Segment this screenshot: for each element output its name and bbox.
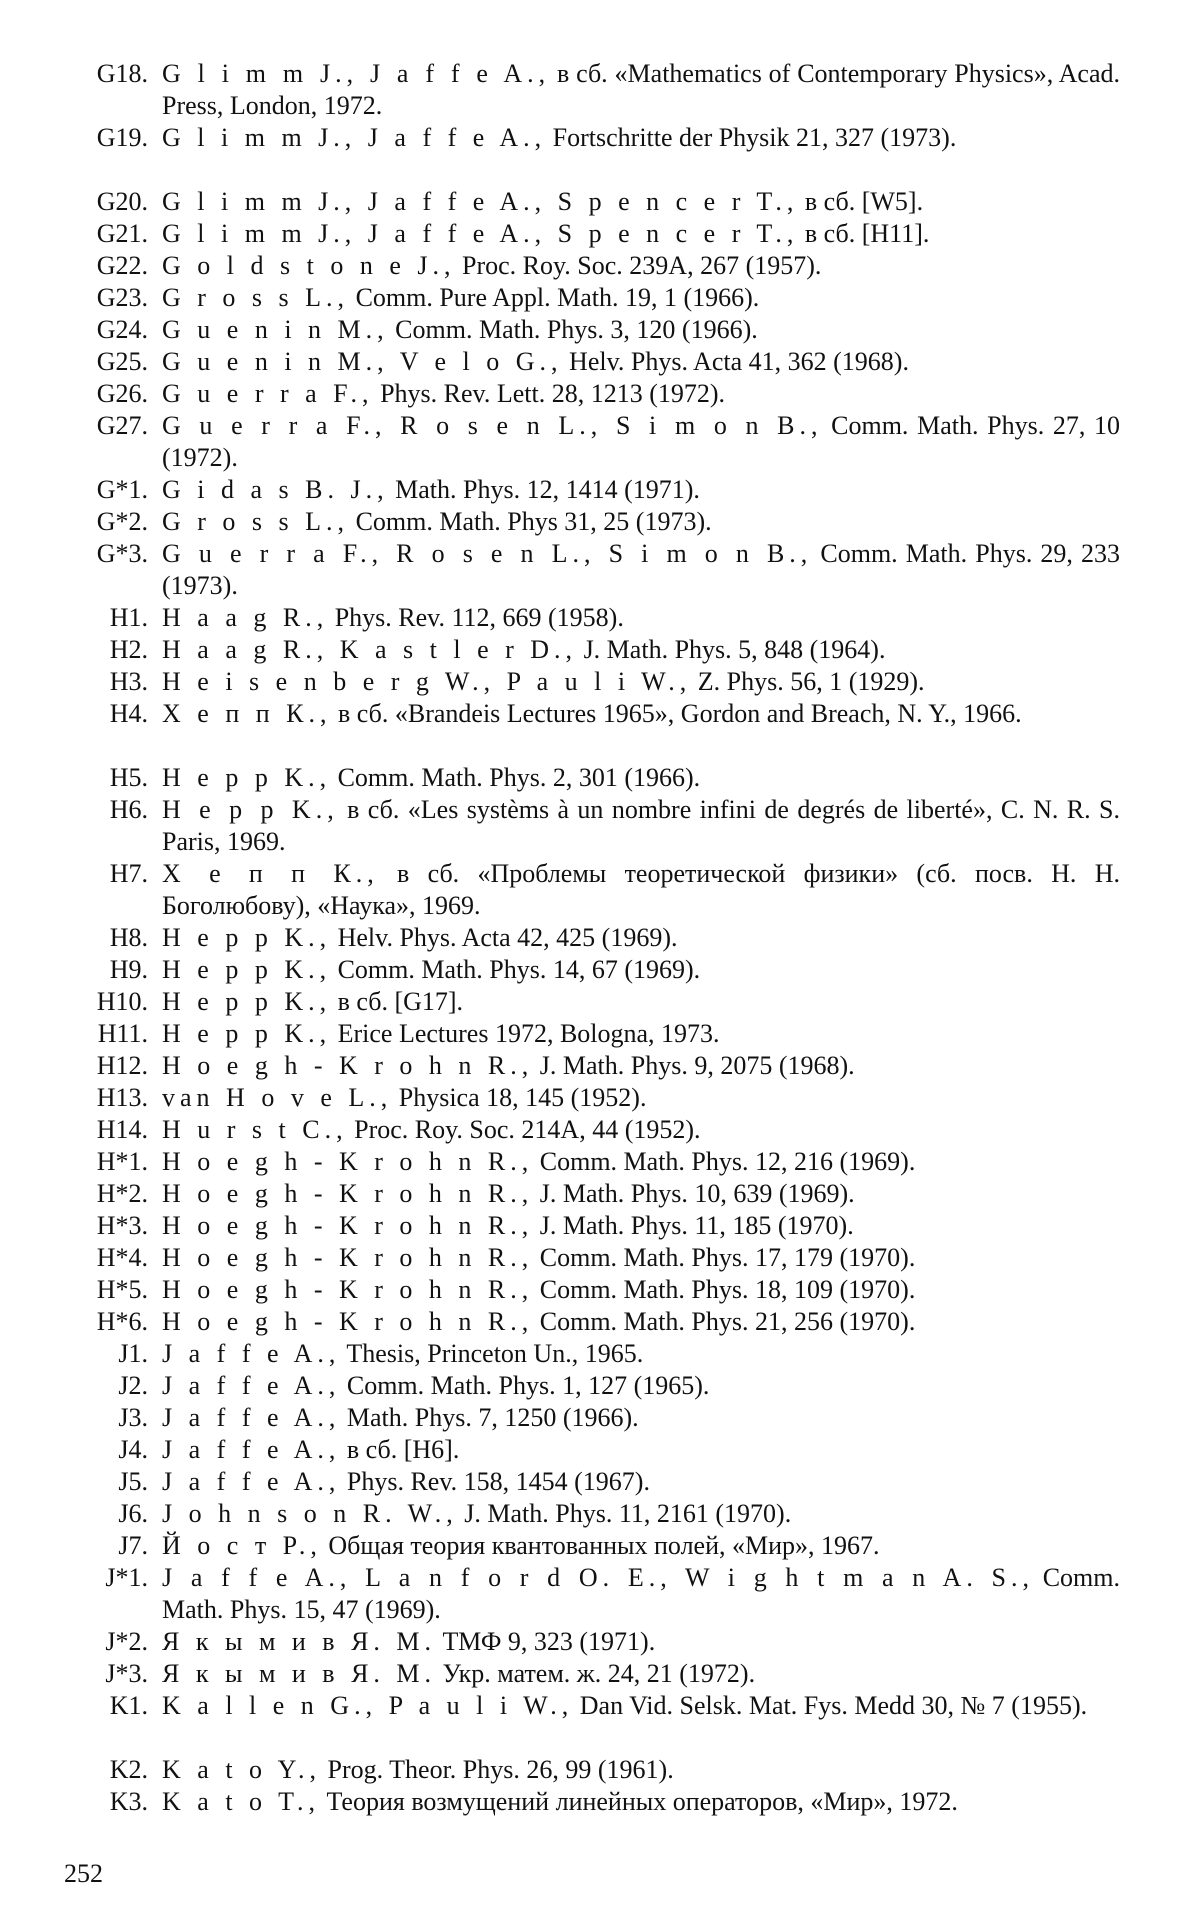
- reference-key: K2.: [109, 1755, 148, 1784]
- reference-entry: [60, 1754, 1120, 1786]
- reference-text: [162, 1786, 1120, 1818]
- reference-citation: в сб. [H11].: [798, 219, 930, 248]
- reference-author: van H o v e L.,: [162, 1083, 393, 1112]
- reference-key: H*2.: [96, 1179, 148, 1208]
- reference-entry: [60, 506, 1120, 538]
- reference-text: [162, 346, 1120, 378]
- reference-author: G r o s s L.,: [162, 507, 350, 536]
- reference-entry: [60, 1274, 1120, 1306]
- reference-author: G r o s s L.,: [162, 283, 350, 312]
- reference-citation: Comm. Math. Phys. 2, 301 (1966).: [331, 763, 701, 792]
- reference-citation: Prog. Theor. Phys. 26, 99 (1961).: [321, 1755, 674, 1784]
- reference-text: [162, 1530, 1120, 1562]
- reference-citation: Укр. матем. ж. 24, 21 (1972).: [436, 1659, 756, 1688]
- reference-entry: [60, 634, 1120, 666]
- reference-text: [162, 1050, 1120, 1082]
- reference-entry: [60, 1242, 1120, 1274]
- reference-entry: [60, 122, 1120, 186]
- reference-citation: ТМФ 9, 323 (1971).: [436, 1627, 656, 1656]
- reference-text: [162, 1114, 1120, 1146]
- reference-entry: [60, 1434, 1120, 1466]
- reference-text: [162, 186, 1120, 218]
- reference-entry: [60, 282, 1120, 314]
- reference-author: H o e g h - K r o h n R.,: [162, 1307, 534, 1336]
- reference-author: H o e g h - K r o h n R.,: [162, 1051, 534, 1080]
- reference-key: H5.: [109, 763, 148, 792]
- reference-citation: Phys. Rev. 158, 1454 (1967).: [340, 1467, 650, 1496]
- reference-text: [162, 1402, 1120, 1434]
- reference-citation: Math. Phys. 7, 1250 (1966).: [340, 1403, 639, 1432]
- reference-citation: Proc. Roy. Soc. 239A, 267 (1957).: [455, 251, 822, 280]
- reference-key: J4.: [118, 1435, 148, 1464]
- reference-text: [162, 506, 1120, 538]
- reference-key: J*1.: [105, 1563, 148, 1592]
- reference-author: Й о с т Р.,: [162, 1531, 322, 1560]
- reference-author: H e p p K.,: [162, 795, 339, 824]
- reference-key: J1.: [118, 1339, 148, 1368]
- reference-text: [162, 218, 1120, 250]
- reference-key: J3.: [118, 1403, 148, 1432]
- reference-citation: Erice Lectures 1972, Bologna, 1973.: [331, 1019, 720, 1048]
- reference-author: H o e g h - K r o h n R.,: [162, 1243, 534, 1272]
- reference-entry: [60, 762, 1120, 794]
- reference-author: J a f f e A.,: [162, 1339, 341, 1368]
- reference-citation: Dan Vid. Selsk. Mat. Fys. Medd 30, № 7 (1955).: [573, 1691, 1088, 1720]
- reference-author: J a f f e A., L a n f o r d O. E., W i g h t m a n A. S.,: [162, 1563, 1034, 1592]
- reference-text: [162, 58, 1120, 122]
- reference-author: H o e g h - K r o h n R.,: [162, 1179, 534, 1208]
- reference-author: G l i m m J., J a f f e A., S p e n c e r T.,: [162, 219, 799, 248]
- reference-author: Х е п п К.,: [162, 699, 332, 728]
- reference-author: G u e r r a F.,: [162, 379, 374, 408]
- reference-key: G*1.: [96, 475, 148, 504]
- reference-author: G u e r r a F., R o s e n L., S i m o n B.,: [162, 539, 813, 568]
- reference-text: [162, 538, 1120, 602]
- reference-entry: [60, 378, 1120, 410]
- reference-citation: Proc. Roy. Soc. 214A, 44 (1952).: [347, 1115, 701, 1144]
- reference-list: [60, 58, 1120, 1850]
- reference-author: G o l d s t o n e J.,: [162, 251, 456, 280]
- reference-entry: [60, 1530, 1120, 1562]
- reference-entry: [60, 1210, 1120, 1242]
- reference-author: Х е п п К.,: [162, 859, 379, 888]
- reference-citation: J. Math. Phys. 11, 2161 (1970).: [457, 1499, 792, 1528]
- reference-author: H e p p K.,: [162, 923, 332, 952]
- reference-author: J a f f e A.,: [162, 1467, 341, 1496]
- reference-key: G24.: [96, 315, 148, 344]
- reference-author: J o h n s o n R. W.,: [162, 1499, 458, 1528]
- reference-key: H13.: [96, 1083, 148, 1112]
- reference-entry: [60, 1466, 1120, 1498]
- reference-citation: в сб. «Mathematics of Contemporary Physics», Acad. Press, London, 1972.: [162, 59, 1120, 120]
- reference-citation: Helv. Phys. Acta 42, 425 (1969).: [331, 923, 678, 952]
- reference-text: [162, 1754, 1120, 1786]
- reference-key: G19.: [96, 123, 148, 152]
- reference-citation: J. Math. Phys. 9, 2075 (1968).: [533, 1051, 855, 1080]
- reference-entry: [60, 602, 1120, 634]
- reference-key: K1.: [109, 1691, 148, 1720]
- reference-citation: Общая теория квантованных полей, «Мир», 1967.: [321, 1531, 880, 1560]
- reference-key: G*3.: [96, 539, 148, 568]
- reference-text: [162, 1658, 1120, 1690]
- reference-key: H4.: [109, 699, 148, 728]
- reference-entry: [60, 1338, 1120, 1370]
- reference-citation: Comm. Math. Phys. 21, 256 (1970).: [533, 1307, 916, 1336]
- reference-entry: [60, 1786, 1120, 1850]
- reference-entry: [60, 954, 1120, 986]
- reference-key: H*3.: [96, 1211, 148, 1240]
- reference-text: [162, 378, 1120, 410]
- reference-entry: [60, 1658, 1120, 1690]
- reference-key: H8.: [109, 923, 148, 952]
- reference-author: H e p p K.,: [162, 1019, 332, 1048]
- reference-author: J a f f e A.,: [162, 1371, 341, 1400]
- reference-text: [162, 1626, 1120, 1658]
- reference-entry: [60, 1498, 1120, 1530]
- reference-key: G27.: [96, 411, 148, 440]
- reference-citation: Physica 18, 145 (1952).: [392, 1083, 647, 1112]
- reference-author: G i d a s B. J.,: [162, 475, 389, 504]
- reference-entry: [60, 250, 1120, 282]
- reference-citation: Comm. Math. Phys. 14, 67 (1969).: [331, 955, 701, 984]
- reference-key: J*2.: [105, 1627, 148, 1656]
- reference-text: [162, 858, 1120, 922]
- reference-text: [162, 986, 1120, 1018]
- reference-citation: Comm. Math. Phys. 29, 233 (1973).: [162, 539, 1120, 600]
- reference-key: G18.: [96, 59, 148, 88]
- reference-citation: J. Math. Phys. 10, 639 (1969).: [533, 1179, 855, 1208]
- reference-key: G22.: [96, 251, 148, 280]
- reference-citation: в сб. [W5].: [798, 187, 924, 216]
- reference-author: K a l l e n G., P a u l i W.,: [162, 1691, 574, 1720]
- reference-citation: Теория возмущений линейных операторов, «Мир», 1972.: [320, 1787, 958, 1816]
- reference-citation: Fortschritte der Physik 21, 327 (1973).: [546, 123, 957, 152]
- reference-citation: Phys. Rev. 112, 669 (1958).: [328, 603, 624, 632]
- reference-author: G l i m m J., J a f f e A., S p e n c e r T.,: [162, 187, 799, 216]
- reference-key: G25.: [96, 347, 148, 376]
- reference-author: H a a g R.,: [162, 603, 329, 632]
- reference-key: H9.: [109, 955, 148, 984]
- reference-text: [162, 1306, 1120, 1338]
- reference-key: J*3.: [105, 1659, 148, 1688]
- reference-entry: [60, 346, 1120, 378]
- reference-author: H o e g h - K r o h n R.,: [162, 1275, 534, 1304]
- reference-entry: [60, 1178, 1120, 1210]
- reference-key: G21.: [96, 219, 148, 248]
- reference-text: [162, 250, 1120, 282]
- reference-key: J5.: [118, 1467, 148, 1496]
- reference-text: [162, 1082, 1120, 1114]
- reference-citation: Helv. Phys. Acta 41, 362 (1968).: [562, 347, 909, 376]
- reference-text: [162, 1370, 1120, 1402]
- reference-text: [162, 474, 1120, 506]
- reference-text: [162, 1562, 1120, 1626]
- reference-text: [162, 1242, 1120, 1274]
- reference-citation: Phys. Rev. Lett. 28, 1213 (1972).: [373, 379, 726, 408]
- reference-text: [162, 1146, 1120, 1178]
- reference-author: Я к ы м и в Я. М.: [162, 1627, 437, 1656]
- reference-author: J a f f e A.,: [162, 1435, 341, 1464]
- reference-key: H*5.: [96, 1275, 148, 1304]
- reference-text: [162, 1434, 1120, 1466]
- reference-entry: [60, 794, 1120, 858]
- reference-text: [162, 1178, 1120, 1210]
- reference-author: Я к ы м и в Я. М.: [162, 1659, 437, 1688]
- reference-key: H11.: [97, 1019, 148, 1048]
- reference-text: [162, 1210, 1120, 1242]
- reference-citation: J. Math. Phys. 11, 185 (1970).: [533, 1211, 854, 1240]
- reference-entry: [60, 1306, 1120, 1338]
- reference-entry: [60, 1690, 1120, 1754]
- reference-citation: J. Math. Phys. 5, 848 (1964).: [577, 635, 886, 664]
- reference-text: [162, 602, 1120, 634]
- reference-key: H6.: [109, 795, 148, 824]
- reference-author: G u e n i n M.,: [162, 315, 389, 344]
- reference-entry: [60, 1146, 1120, 1178]
- reference-key: H1.: [109, 603, 148, 632]
- reference-entry: [60, 858, 1120, 922]
- reference-entry: [60, 410, 1120, 474]
- reference-entry: [60, 1626, 1120, 1658]
- reference-citation: Comm. Math. Phys. 18, 109 (1970).: [533, 1275, 916, 1304]
- reference-entry: [60, 186, 1120, 218]
- reference-author: H o e g h - K r o h n R.,: [162, 1147, 534, 1176]
- reference-key: H2.: [109, 635, 148, 664]
- reference-entry: [60, 1082, 1120, 1114]
- reference-citation: Thesis, Princeton Un., 1965.: [340, 1339, 644, 1368]
- reference-entry: [60, 538, 1120, 602]
- reference-author: H e i s e n b e r g W., P a u l i W.,: [162, 667, 692, 696]
- reference-citation: в сб. [H6].: [340, 1435, 460, 1464]
- reference-entry: [60, 1114, 1120, 1146]
- reference-entry: [60, 1018, 1120, 1050]
- reference-text: [162, 762, 1120, 794]
- reference-key: J2.: [118, 1371, 148, 1400]
- reference-text: [162, 1690, 1120, 1722]
- reference-author: J a f f e A.,: [162, 1403, 341, 1432]
- reference-citation: Comm. Math. Phys. 1, 127 (1965).: [340, 1371, 710, 1400]
- reference-entry: [60, 1562, 1120, 1626]
- reference-text: [162, 410, 1120, 474]
- reference-author: H o e g h - K r o h n R.,: [162, 1211, 534, 1240]
- reference-citation: Math. Phys. 12, 1414 (1971).: [388, 475, 700, 504]
- reference-text: [162, 1466, 1120, 1498]
- reference-text: [162, 794, 1120, 858]
- reference-citation: Comm. Math. Phys. 17, 179 (1970).: [533, 1243, 916, 1272]
- reference-entry: [60, 698, 1120, 762]
- reference-author: K a t o T.,: [162, 1787, 321, 1816]
- reference-key: J7.: [118, 1531, 148, 1560]
- reference-entry: [60, 986, 1120, 1018]
- reference-text: [162, 634, 1120, 666]
- reference-key: J6.: [118, 1499, 148, 1528]
- reference-author: H e p p K.,: [162, 763, 332, 792]
- reference-text: [162, 698, 1120, 730]
- reference-entry: [60, 1370, 1120, 1402]
- reference-citation: Comm. Math. Phys. 12, 216 (1969).: [533, 1147, 916, 1176]
- reference-key: H*1.: [96, 1147, 148, 1176]
- reference-entry: [60, 1402, 1120, 1434]
- reference-key: H3.: [109, 667, 148, 696]
- reference-entry: [60, 58, 1120, 122]
- reference-author: G l i m m J., J a f f e A.,: [162, 59, 551, 88]
- reference-key: H10.: [96, 987, 148, 1016]
- reference-citation: Comm. Math. Phys 31, 25 (1973).: [349, 507, 712, 536]
- reference-text: [162, 922, 1120, 954]
- reference-text: [162, 122, 1120, 154]
- reference-citation: Comm. Math. Phys. 15, 47 (1969).: [162, 1563, 1121, 1624]
- reference-key: H*6.: [96, 1307, 148, 1336]
- reference-citation: Comm. Pure Appl. Math. 19, 1 (1966).: [349, 283, 760, 312]
- reference-citation: в сб. [G17].: [331, 987, 464, 1016]
- reference-citation: Comm. Math. Phys. 3, 120 (1966).: [388, 315, 758, 344]
- reference-entry: [60, 1050, 1120, 1082]
- reference-entry: [60, 922, 1120, 954]
- reference-text: [162, 666, 1120, 698]
- reference-author: H a a g R., K a s t l e r D.,: [162, 635, 578, 664]
- reference-text: [162, 1498, 1120, 1530]
- reference-key: K3.: [109, 1787, 148, 1816]
- reference-author: H e p p K.,: [162, 955, 332, 984]
- reference-key: H14.: [96, 1115, 148, 1144]
- reference-text: [162, 954, 1120, 986]
- reference-author: G u e n i n M., V e l o G.,: [162, 347, 563, 376]
- reference-key: H7.: [109, 859, 148, 888]
- reference-entry: [60, 474, 1120, 506]
- reference-author: G l i m m J., J a f f e A.,: [162, 123, 547, 152]
- reference-key: H12.: [96, 1051, 148, 1080]
- reference-entry: [60, 314, 1120, 346]
- reference-entry: [60, 666, 1120, 698]
- reference-key: G23.: [96, 283, 148, 312]
- reference-entry: [60, 218, 1120, 250]
- reference-key: G20.: [96, 187, 148, 216]
- reference-citation: в сб. «Les systèms à un nombre infini de degrés de liberté», C. N. R. S. Paris, 1969.: [162, 795, 1120, 856]
- reference-text: [162, 314, 1120, 346]
- reference-key: H*4.: [96, 1243, 148, 1272]
- reference-author: K a t o Y.,: [162, 1755, 321, 1784]
- reference-text: [162, 1338, 1120, 1370]
- reference-author: G u e r r a F., R o s e n L., S i m o n B.,: [162, 411, 823, 440]
- reference-text: [162, 1018, 1120, 1050]
- reference-author: H u r s t C.,: [162, 1115, 348, 1144]
- page-number: 252: [64, 1859, 103, 1888]
- reference-author: H e p p K.,: [162, 987, 332, 1016]
- reference-citation: в сб. «Brandeis Lectures 1965», Gordon and Breach, N. Y., 1966.: [331, 699, 1022, 728]
- reference-citation: в сб. «Проблемы теоретической физики» (сб. посв. Н. Н. Боголюбову), «Наука», 1969.: [162, 859, 1120, 920]
- reference-text: [162, 1274, 1120, 1306]
- reference-key: G26.: [96, 379, 148, 408]
- reference-citation: Comm. Math. Phys. 27, 10 (1972).: [162, 411, 1121, 472]
- reference-text: [162, 282, 1120, 314]
- reference-citation: Z. Phys. 56, 1 (1929).: [691, 667, 925, 696]
- reference-key: G*2.: [96, 507, 148, 536]
